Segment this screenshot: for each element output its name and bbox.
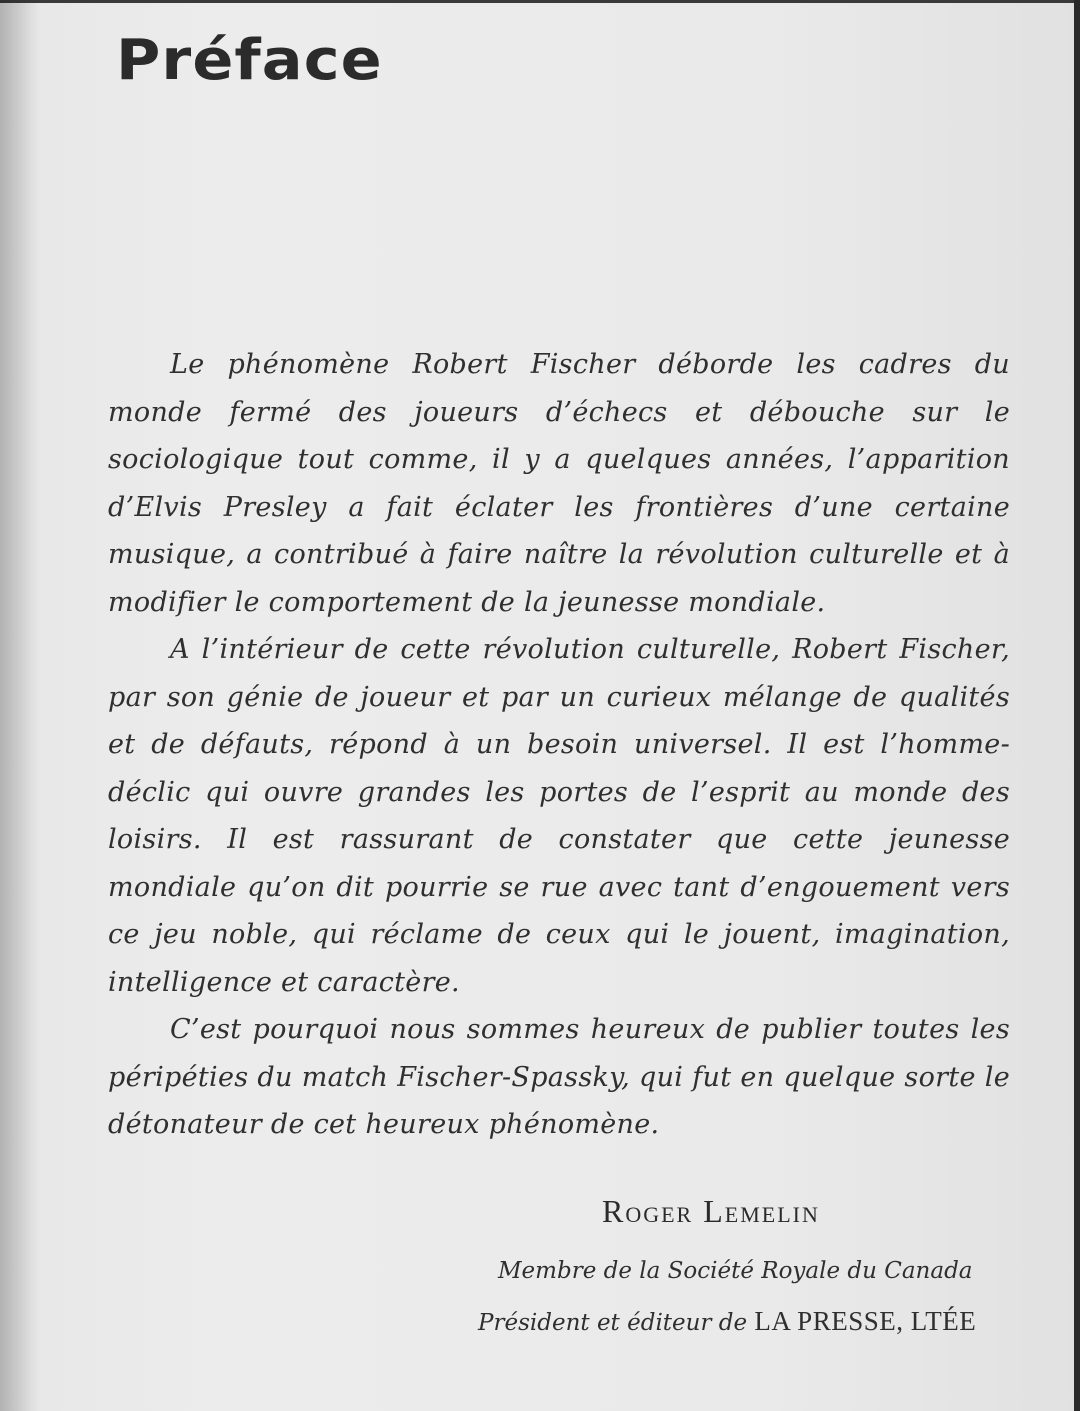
paragraph-3: C’est pourquoi nous sommes heureux de publier toutes les péripéties du match Fischer-Spassky, qui fut en quelque sorte le détonateur de cet heureux phénomène. — [108, 1014, 1010, 1140]
author-signature: Roger Lemelin — [602, 1193, 820, 1229]
paragraph-1: Le phénomène Robert Fischer déborde les cadres du monde fermé des joueurs d’échecs et débouche sur le sociologique tout comme, il y a quelques années, l’apparition d’Elvis Presley a fait éclater les frontières d’une certaine musique, a contribué à faire naître la révolution culturelle et à modifier le comportement de la jeunesse mondiale. — [108, 349, 1010, 618]
publisher-name: LA PRESSE, LTÉE — [754, 1306, 977, 1336]
author-role-2 — [478, 1306, 976, 1337]
page-title: Préface — [116, 28, 383, 93]
spine-shadow — [0, 0, 40, 1411]
page-top-edge — [0, 0, 1080, 3]
paragraph-2: A l’intérieur de cette révolution culturelle, Robert Fischer, par son génie de joueur et par un curieux mélange de qualités et de défauts, répond à un besoin universel. Il est l’homme-déclic qui ouvre grandes les portes de l’esprit au monde des loisirs. Il est rassurant de constater que cette jeunesse mondiale qu’on dit pourrie se rue avec tant d’engouement vers ce jeu noble, qui réclame de ceux qui le jouent, imagination, intelligence et caractère. — [108, 634, 1010, 998]
author-role-2-prefix: Président et éditeur de — [478, 1310, 748, 1336]
preface-body — [108, 341, 1010, 1149]
author-role-1: Membre de la Société Royale du Canada — [498, 1258, 973, 1284]
page-right-edge — [1074, 0, 1080, 1411]
